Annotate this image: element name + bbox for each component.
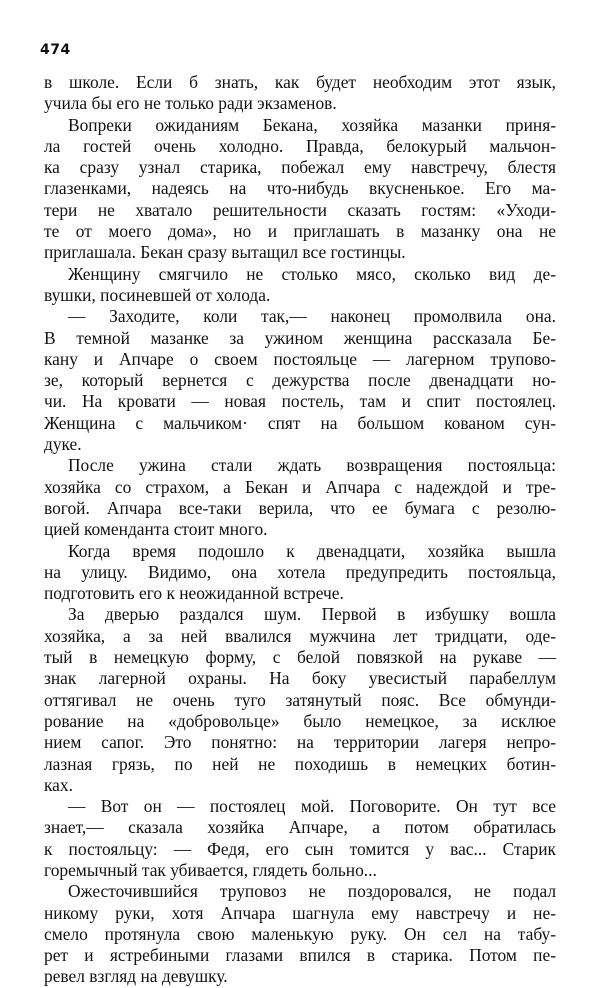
text-line: цией коменданта стоит много.	[44, 519, 268, 540]
page-number: 474	[40, 42, 71, 58]
text-line: ла гостей очень холодно. Правда, белокурый мальчон-	[44, 135, 556, 156]
text-line: Ожесточившийся труповоз не поздоровался, не подал	[68, 881, 556, 902]
text-line: Вопреки ожиданиям Бекана, хозяйка мазанки приня-	[68, 114, 556, 135]
text-line: знак лагерной охраны. На боку увесистый парабеллум	[44, 668, 556, 689]
text-line: ревел взгляд на девушку.	[44, 966, 228, 987]
text-line: чи. На кровати — новая постель, там и спит постоялец.	[44, 391, 556, 412]
text-line: После ужина стали ждать возвращения постояльца:	[68, 455, 556, 476]
text-line: Женщину смягчило не столько мясо, сколько вид де-	[68, 263, 556, 284]
text-line: ка сразу узнал старика, побежал ему навстречу, блестя	[44, 157, 556, 178]
text-line: рет и ястребиными глазами впился в старика. Потом пе-	[44, 945, 556, 966]
paragraph	[44, 604, 556, 796]
text-line: тый в немецкую форму, с белой повязкой на рукаве —	[44, 647, 556, 668]
text-line: хозяйка со страхом, а Бекан и Апчара с надеждой и тре-	[44, 476, 556, 497]
text-line: подготовить его к неожиданной встрече.	[44, 583, 344, 604]
paragraph	[44, 455, 556, 540]
text-line: тери не хватало решительности сказать гостям: «Уходи-	[44, 199, 556, 220]
paragraph	[44, 264, 556, 307]
text-line: приглашала. Бекан сразу вытащил все гостинцы.	[44, 242, 406, 263]
text-line: В темной мазанке за ужином женщина рассказала Бе-	[44, 327, 556, 348]
paragraph	[44, 541, 556, 605]
text-line: ках.	[44, 774, 73, 795]
text-line: нием сапог. Это понятно: на территории лагеря непро-	[44, 732, 556, 753]
text-line: в школе. Если б знать, как будет необходим этот язык,	[44, 72, 556, 92]
text-line: кану и Апчаре о своем постояльце — лагерном трупово-	[44, 348, 556, 369]
text-line: учила бы его не только ради экзаменов.	[44, 93, 337, 114]
text-line: Женщина с мальчиком· спят на большом кованом сун-	[44, 412, 556, 433]
body-text	[44, 72, 556, 988]
paragraph	[44, 881, 556, 987]
text-line: рование на «добровольце» было немецкое, за исклюе	[44, 710, 556, 731]
text-line: дуке.	[44, 434, 82, 455]
text-line: смело протянула свою маленькую руку. Он сел на табу-	[44, 923, 556, 944]
paragraph	[44, 306, 556, 455]
text-line: оттягивал не очень туго затянутый пояс. Все обмунди-	[44, 689, 556, 710]
text-line: к постояльцу: — Федя, его сын томится у вас... Старик	[44, 838, 556, 859]
text-line: — Заходите, коли так,— наконец промолвила она.	[68, 306, 556, 327]
text-line: вогой. Апчара все-таки верила, что ее бумага с резолю-	[44, 497, 556, 518]
text-line: вушки, посиневшей от холода.	[44, 284, 271, 305]
text-line: те от моего дома», но и приглашать в мазанку она не	[44, 221, 556, 242]
text-line: — Вот он — постоялец мой. Поговорите. Он тут все	[68, 796, 556, 817]
text-line: глазенками, надеясь на что-нибудь вкусненькое. Его ма-	[44, 178, 556, 199]
text-line: За дверью раздался шум. Первой в избушку вошла	[68, 604, 556, 625]
text-line: горемычный так убивается, глядеть больно...	[44, 859, 377, 880]
text-line: знает,— сказала хозяйка Апчаре, а потом обратилась	[44, 817, 556, 838]
text-line: хозяйка, а за ней ввалился мужчина лет тридцати, оде-	[44, 625, 556, 646]
text-line: Когда время подошло к двенадцати, хозяйка вышла	[68, 540, 556, 561]
text-line: зе, который вернется с дежурства после двенадцати но-	[44, 370, 556, 391]
paragraph	[44, 796, 556, 881]
text-line: никому руки, хотя Апчара шагнула ему навстречу и не-	[44, 902, 556, 923]
paragraph	[44, 115, 556, 264]
text-line: на улицу. Видимо, она хотела предупредить постояльца,	[44, 561, 556, 582]
paragraph	[44, 72, 556, 115]
text-line: лазная грязь, по ней не походишь в немецких ботин-	[44, 753, 556, 774]
